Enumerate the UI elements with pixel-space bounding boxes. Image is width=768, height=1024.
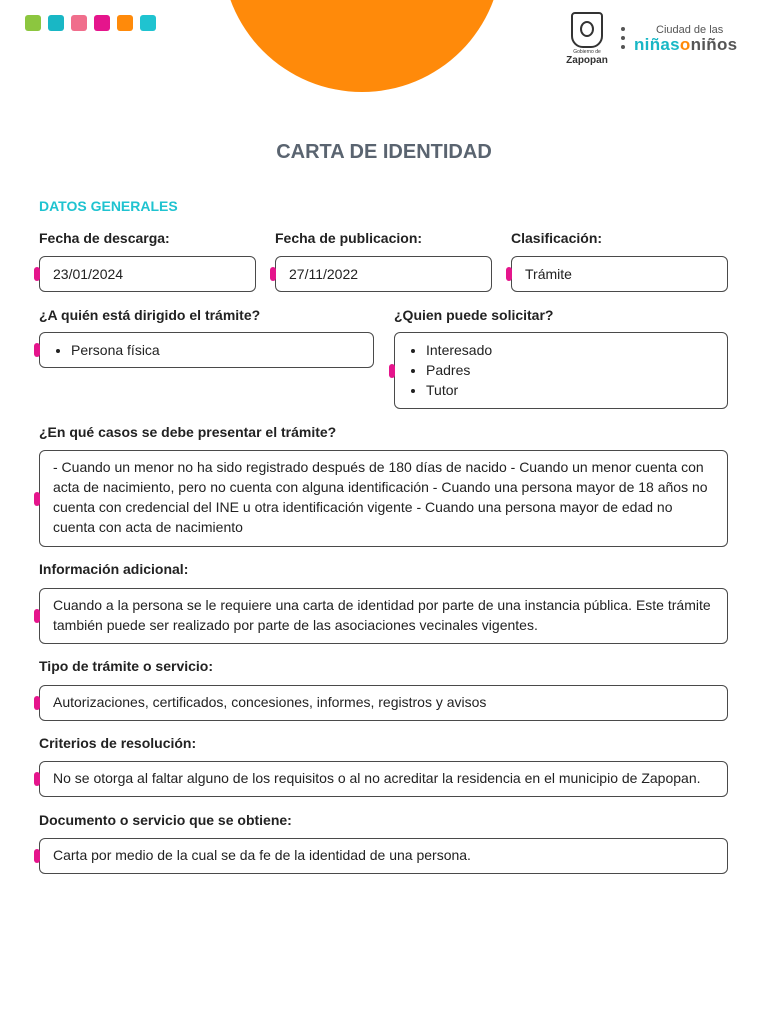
color-square (48, 15, 64, 31)
field-marker (34, 849, 40, 863)
field-criterios (39, 761, 728, 797)
color-square (117, 15, 133, 31)
logo-city-line2: niñasoniños (634, 35, 738, 54)
field-marker (34, 772, 40, 786)
color-square (140, 15, 156, 31)
label-documento: Documento o servicio que se obtiene: (39, 812, 292, 828)
list-solicitar (408, 340, 714, 400)
field-casos (39, 450, 728, 547)
field-marker (34, 492, 40, 506)
value-info-adicional: Cuando a la persona se le requiere una carta de identidad por parte de una instancia pública. Este trámite también puede ser realizado por parte de las asociaciones vecinales vigentes. (53, 597, 711, 633)
field-fecha-publicacion (275, 256, 492, 292)
field-marker (270, 267, 276, 281)
value-tipo: Autorizaciones, certificados, concesiones, informes, registros y avisos (53, 694, 487, 710)
zapopan-logo (562, 12, 612, 68)
field-marker (34, 343, 40, 357)
field-marker (34, 267, 40, 281)
list-dirigido (53, 340, 360, 360)
field-solicitar (394, 332, 728, 409)
ciudad-ninos-logo (634, 24, 754, 55)
field-marker (34, 696, 40, 710)
label-tipo: Tipo de trámite o servicio: (39, 658, 214, 674)
section-title: DATOS GENERALES (39, 198, 178, 214)
field-clasificacion (511, 256, 728, 292)
page-title: CARTA DE IDENTIDAD (276, 141, 492, 163)
field-info-adicional (39, 588, 728, 644)
color-square (25, 15, 41, 31)
value-fecha-publicacion: 27/11/2022 (289, 266, 359, 282)
list-item: • Persona física (71, 340, 360, 360)
field-fecha-descarga (39, 256, 256, 292)
label-dirigido: ¿A quién está dirigido el trámite? (39, 307, 261, 323)
label-criterios: Criterios de resolución: (39, 735, 197, 751)
label-clasificacion: Clasificación: (511, 230, 603, 246)
value-clasificacion: Trámite (525, 266, 572, 282)
separator-dots (621, 27, 627, 54)
field-marker (506, 267, 512, 281)
label-fecha-descarga: Fecha de descarga: (39, 230, 170, 246)
field-marker (34, 609, 40, 623)
shield-icon (571, 12, 603, 48)
value-casos: - Cuando un menor no ha sido registrado después de 180 días de nacido - Cuando un menor cuenta con acta de nacimiento, pero no cuenta con alguna identificación - Cuando una persona mayor de 18 años no cuenta con credencial del INE u otra identificación vigente - Cuando una persona mayor de edad no cuenta con acta de nacimiento (53, 459, 708, 535)
field-dirigido (39, 332, 374, 368)
orange-circle-decoration (222, 0, 502, 92)
label-fecha-publicacion: Fecha de publicacion: (275, 230, 423, 246)
logo-gov-small: Gobierno de (573, 49, 601, 55)
field-documento (39, 838, 728, 874)
color-square (71, 15, 87, 31)
label-casos: ¿En qué casos se debe presentar el trámite? (39, 424, 337, 440)
color-square (94, 15, 110, 31)
logo-gov-name: Zapopan (566, 55, 608, 66)
list-item: • Interesado (426, 340, 714, 360)
list-item: • Tutor (426, 380, 714, 400)
label-solicitar: ¿Quien puede solicitar? (394, 307, 554, 323)
color-squares (25, 15, 156, 31)
label-info-adicional: Información adicional: (39, 561, 189, 577)
value-documento: Carta por medio de la cual se da fe de la identidad de una persona. (53, 847, 471, 863)
value-criterios: No se otorga al faltar alguno de los requisitos o al no acreditar la residencia en el municipio de Zapopan. (53, 770, 701, 786)
field-tipo (39, 685, 728, 721)
value-fecha-descarga: 23/01/2024 (53, 266, 124, 282)
field-marker (389, 364, 395, 378)
logo-city-line1: Ciudad de las (656, 24, 724, 36)
list-item: • Padres (426, 360, 714, 380)
